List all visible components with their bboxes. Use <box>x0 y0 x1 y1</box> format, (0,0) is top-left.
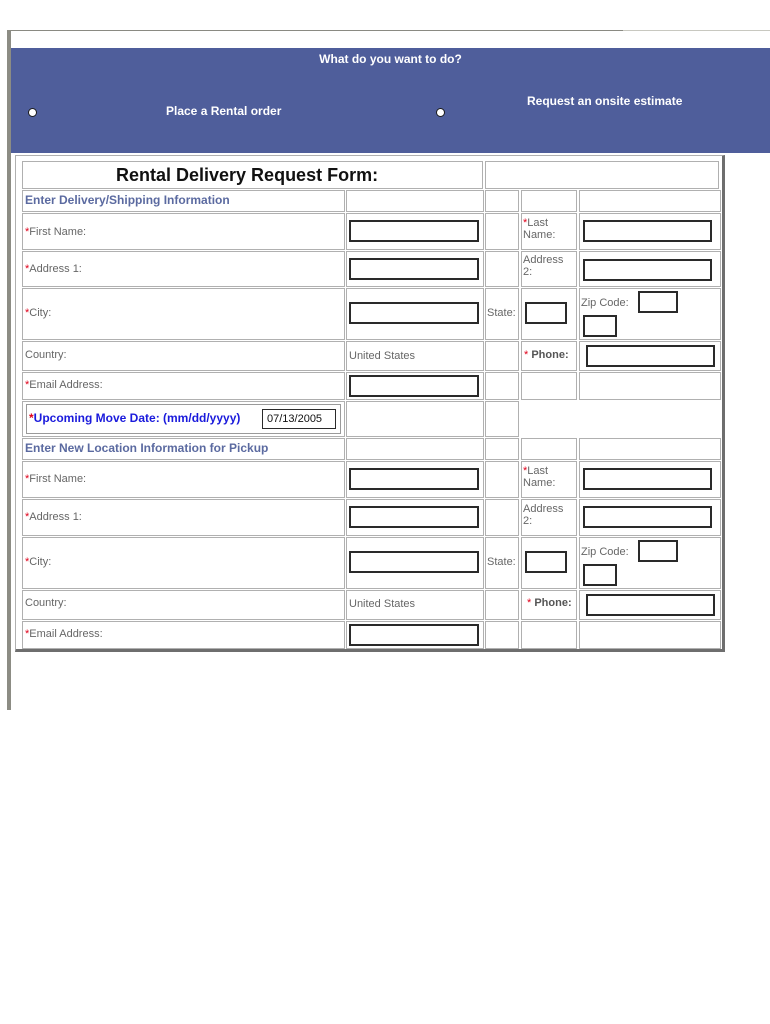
move-date-label <box>29 411 240 425</box>
pickup-phone-input-cell <box>579 590 721 620</box>
pickup-heading-cell <box>22 438 345 460</box>
pickup-state-label: State: <box>487 556 516 568</box>
required-mark: * <box>25 307 30 319</box>
city-label <box>25 307 51 319</box>
empty-cell <box>485 499 519 536</box>
address1-text: Address 1: <box>29 511 82 523</box>
city-text: City: <box>29 556 52 568</box>
pickup-first-name-label <box>25 473 86 485</box>
pickup-phone-label-cell <box>521 590 577 620</box>
city-input-cell <box>346 288 484 340</box>
rental-order-label[interactable]: Place a Rental order <box>166 104 282 118</box>
empty-cell <box>485 621 519 649</box>
last-name-text: Name: <box>523 229 556 241</box>
required-mark: * <box>25 511 30 523</box>
state-input-cell <box>521 288 577 340</box>
pickup-last-name-input[interactable] <box>583 468 712 490</box>
empty-cell <box>521 190 577 212</box>
phone-input-cell <box>579 341 721 371</box>
pickup-address2-input-cell <box>579 499 721 536</box>
delivery-city-input[interactable] <box>349 302 479 324</box>
pickup-section-heading: Enter New Location Information for Pickup <box>25 441 269 455</box>
pickup-zip-input[interactable] <box>638 540 678 562</box>
address1-label-cell <box>22 251 345 287</box>
empty-cell <box>521 621 577 649</box>
first-name-label-cell <box>22 213 345 250</box>
phone-text: Phone: <box>531 349 569 361</box>
empty-cell <box>485 372 519 400</box>
empty-cell <box>485 401 519 437</box>
pickup-first-name-input[interactable] <box>349 468 479 490</box>
last-name-label-cell <box>521 213 577 250</box>
empty-cell <box>579 190 721 212</box>
empty-cell <box>521 438 577 460</box>
title-cell <box>22 161 483 189</box>
move-date-label-text: Upcoming Move Date: (mm/dd/yyyy) <box>33 411 241 425</box>
address1-text: Address 1: <box>29 263 82 275</box>
address2-label-cell <box>521 251 577 287</box>
pickup-country-value-cell <box>346 590 484 620</box>
delivery-zip-ext-input[interactable] <box>583 315 617 337</box>
email-text: Email Address: <box>29 628 103 640</box>
empty-cell <box>579 438 721 460</box>
pickup-last-name-label <box>523 465 555 489</box>
address2-text: 2: <box>523 515 533 527</box>
pickup-address1-label-cell <box>22 499 345 536</box>
pickup-address1-input[interactable] <box>349 506 479 528</box>
pickup-phone-label <box>527 597 572 609</box>
pickup-city-input-cell <box>346 537 484 589</box>
first-name-label <box>25 226 86 238</box>
phone-label-cell <box>521 341 577 371</box>
pickup-email-label-cell <box>22 621 345 649</box>
required-mark: * <box>523 465 528 477</box>
empty-cell <box>485 461 519 498</box>
last-name-label <box>523 217 555 241</box>
country-label: Country: <box>25 349 67 361</box>
pickup-city-label-cell <box>22 537 345 589</box>
pickup-address2-label-cell <box>521 499 577 536</box>
pickup-city-input[interactable] <box>349 551 479 573</box>
pickup-address2-input[interactable] <box>583 506 712 528</box>
first-name-input-cell <box>346 213 484 250</box>
city-text: City: <box>29 307 52 319</box>
pickup-zip-label: Zip Code: <box>581 546 629 558</box>
required-mark: * <box>29 411 34 425</box>
delivery-address1-input[interactable] <box>349 258 479 280</box>
rental-order-radio[interactable] <box>28 108 37 117</box>
required-mark: * <box>25 473 30 485</box>
pickup-country-label-cell <box>22 590 345 620</box>
delivery-state-input[interactable] <box>525 302 567 324</box>
pickup-address2-label <box>523 503 563 527</box>
required-mark: * <box>25 263 30 275</box>
delivery-first-name-input[interactable] <box>349 220 479 242</box>
onsite-estimate-radio[interactable] <box>436 108 445 117</box>
required-mark: * <box>25 379 30 391</box>
address2-text: 2: <box>523 266 533 278</box>
email-label-cell <box>22 372 345 400</box>
empty-cell <box>346 190 484 212</box>
required-mark: * <box>25 628 30 640</box>
required-mark: * <box>25 226 30 238</box>
delivery-heading-cell <box>22 190 345 212</box>
pickup-city-label <box>25 556 51 568</box>
delivery-address2-input[interactable] <box>583 259 712 281</box>
pickup-email-input-cell <box>346 621 484 649</box>
empty-cell <box>485 190 519 212</box>
pickup-email-input[interactable] <box>349 624 479 646</box>
delivery-section-heading: Enter Delivery/Shipping Information <box>25 193 230 207</box>
pickup-country-label: Country: <box>25 597 67 609</box>
form-title: Rental Delivery Request Form: <box>116 165 379 185</box>
pickup-state-input-cell <box>521 537 577 589</box>
top-rule-right <box>623 30 770 31</box>
delivery-zip-input[interactable] <box>638 291 678 313</box>
address2-label <box>523 254 563 278</box>
pickup-email-label <box>25 628 103 640</box>
first-name-text: First Name: <box>29 226 87 238</box>
pickup-address1-label <box>25 511 82 523</box>
required-mark: * <box>524 349 529 361</box>
move-date-cell <box>22 401 345 437</box>
empty-cell <box>579 621 721 649</box>
pickup-last-name-label-cell <box>521 461 577 498</box>
zip-label: Zip Code: <box>581 297 629 309</box>
phone-label <box>524 349 569 361</box>
pickup-last-name-input-cell <box>579 461 721 498</box>
pickup-state-label-cell <box>485 537 519 589</box>
last-name-text: Last <box>527 465 549 477</box>
pickup-zip-ext-input[interactable] <box>583 564 617 586</box>
empty-cell <box>485 213 519 250</box>
last-name-text: Name: <box>523 477 556 489</box>
state-label-cell <box>485 288 519 340</box>
city-label-cell <box>22 288 345 340</box>
email-input-cell <box>346 372 484 400</box>
rental-delivery-form <box>15 155 725 652</box>
title-empty-cell <box>485 161 719 189</box>
pickup-country-value: United States <box>349 598 416 610</box>
pickup-first-name-input-cell <box>346 461 484 498</box>
delivery-country-value: United States <box>349 350 416 362</box>
address2-text: Address <box>523 254 564 266</box>
move-date-box <box>26 404 341 434</box>
action-choice-banner <box>11 48 770 153</box>
banner-question: What do you want to do? <box>319 52 462 66</box>
empty-cell <box>485 251 519 287</box>
required-mark: * <box>527 597 532 609</box>
address1-label <box>25 263 82 275</box>
empty-cell <box>485 438 519 460</box>
delivery-email-input[interactable] <box>349 375 479 397</box>
address2-input-cell <box>579 251 721 287</box>
required-mark: * <box>25 556 30 568</box>
email-label <box>25 379 103 391</box>
pickup-phone-input[interactable] <box>586 594 715 616</box>
country-value-cell <box>346 341 484 371</box>
last-name-input-cell <box>579 213 721 250</box>
phone-text: Phone: <box>534 597 572 609</box>
empty-cell <box>346 438 484 460</box>
empty-cell <box>521 372 577 400</box>
pickup-state-input[interactable] <box>525 551 567 573</box>
onsite-estimate-label[interactable]: Request an onsite estimate <box>527 94 683 108</box>
email-text: Email Address: <box>29 379 103 391</box>
top-rule <box>8 30 623 31</box>
empty-cell <box>346 401 484 437</box>
address1-input-cell <box>346 251 484 287</box>
delivery-phone-input[interactable] <box>586 345 715 367</box>
delivery-last-name-input[interactable] <box>583 220 712 242</box>
required-mark: * <box>523 217 528 229</box>
zip-cell <box>579 288 721 340</box>
empty-cell <box>579 372 721 400</box>
move-date-input[interactable]: 07/13/2005 <box>262 409 336 429</box>
country-label-cell <box>22 341 345 371</box>
first-name-text: First Name: <box>29 473 87 485</box>
empty-cell <box>485 590 519 620</box>
last-name-text: Last <box>527 217 549 229</box>
pickup-zip-cell <box>579 537 721 589</box>
address2-text: Address <box>523 503 564 515</box>
empty-cell <box>485 341 519 371</box>
pickup-address1-input-cell <box>346 499 484 536</box>
pickup-first-name-label-cell <box>22 461 345 498</box>
state-label: State: <box>487 307 516 319</box>
